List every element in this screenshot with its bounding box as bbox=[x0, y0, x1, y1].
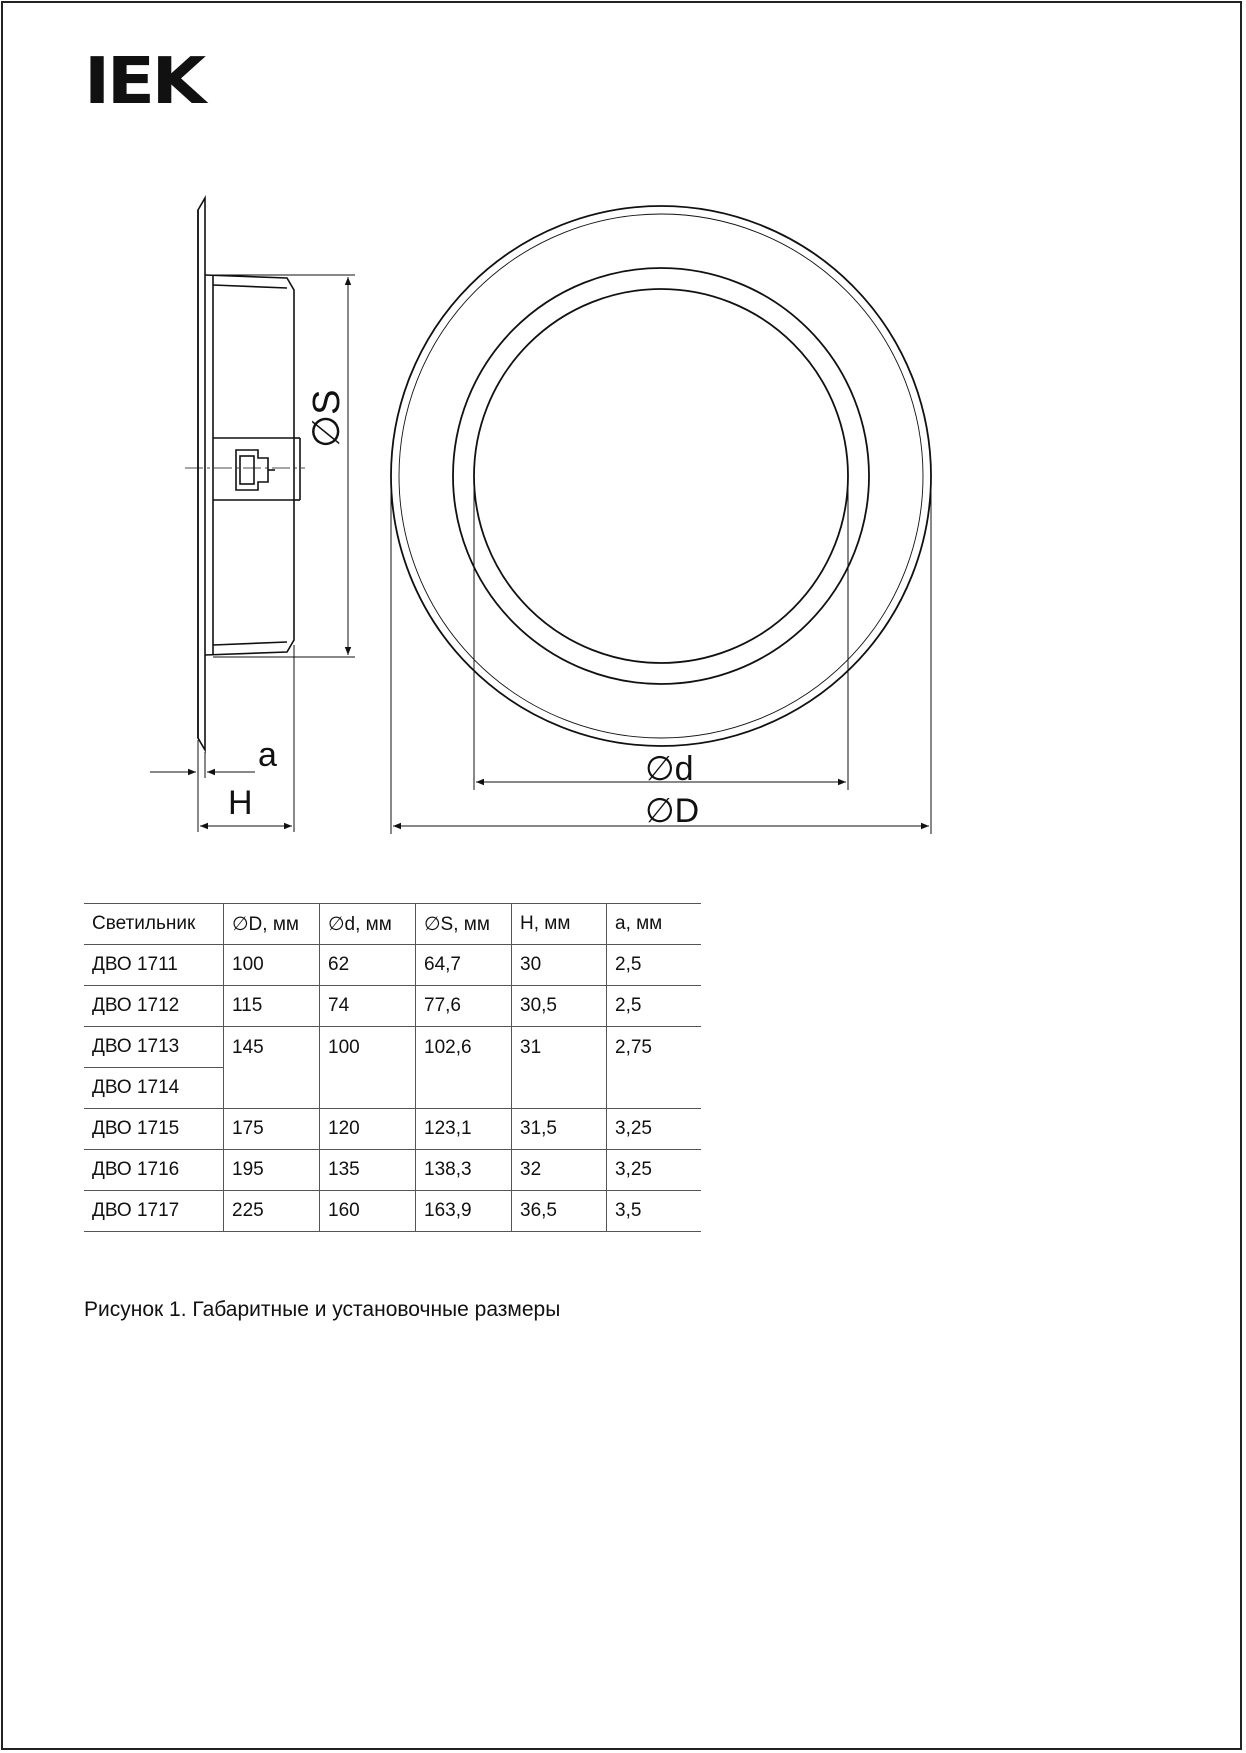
table-header-row bbox=[84, 904, 701, 945]
label-diameter-S: ∅S bbox=[306, 389, 348, 448]
table-row bbox=[84, 1027, 701, 1068]
dimensions-table bbox=[84, 903, 701, 1232]
figure-caption: Рисунок 1. Габаритные и установочные размеры bbox=[84, 1298, 561, 1321]
table-cell: 195 bbox=[224, 1150, 320, 1191]
table-cell: 30,5 bbox=[512, 986, 607, 1027]
table-cell: 77,6 bbox=[416, 986, 512, 1027]
table-cell: 2,75 bbox=[607, 1027, 702, 1109]
table-row bbox=[84, 1150, 701, 1191]
side-view bbox=[198, 198, 300, 750]
table-cell: 175 bbox=[224, 1109, 320, 1150]
label-a: a bbox=[258, 736, 277, 774]
label-diameter-d: ∅d bbox=[645, 750, 694, 788]
table-cell: 100 bbox=[224, 945, 320, 986]
table-cell: 32 bbox=[512, 1150, 607, 1191]
table-cell: 31 bbox=[512, 1027, 607, 1109]
table-cell: 2,5 bbox=[607, 945, 702, 986]
table-cell: 163,9 bbox=[416, 1191, 512, 1232]
table-cell: 62 bbox=[320, 945, 416, 986]
table-cell: 30 bbox=[512, 945, 607, 986]
table-cell: 31,5 bbox=[512, 1109, 607, 1150]
table-cell: ДВО 1713 bbox=[84, 1027, 224, 1068]
table-cell: 3,25 bbox=[607, 1150, 702, 1191]
header-cell: Светильник bbox=[84, 904, 224, 945]
table-cell: ДВО 1715 bbox=[84, 1109, 224, 1150]
table-cell: ДВО 1716 bbox=[84, 1150, 224, 1191]
header-cell: a, мм bbox=[607, 904, 702, 945]
table-cell: ДВО 1711 bbox=[84, 945, 224, 986]
table-row bbox=[84, 945, 701, 986]
table-cell: 3,25 bbox=[607, 1109, 702, 1150]
table-cell: 160 bbox=[320, 1191, 416, 1232]
table-cell: 225 bbox=[224, 1191, 320, 1232]
table-cell: ДВО 1717 bbox=[84, 1191, 224, 1232]
table-cell: 100 bbox=[320, 1027, 416, 1109]
table-row bbox=[84, 1109, 701, 1150]
table-cell: 3,5 bbox=[607, 1191, 702, 1232]
table-cell: ДВО 1712 bbox=[84, 986, 224, 1027]
table-cell: 102,6 bbox=[416, 1027, 512, 1109]
table-cell: 145 bbox=[224, 1027, 320, 1109]
header-cell: ∅D, мм bbox=[224, 904, 320, 945]
dim-S bbox=[213, 275, 355, 657]
table-row bbox=[84, 986, 701, 1027]
table-cell: 123,1 bbox=[416, 1109, 512, 1150]
table-cell: ДВО 1714 bbox=[84, 1068, 224, 1109]
header-cell: H, мм bbox=[512, 904, 607, 945]
header-cell: ∅d, мм bbox=[320, 904, 416, 945]
table-cell: 64,7 bbox=[416, 945, 512, 986]
table-cell: 135 bbox=[320, 1150, 416, 1191]
table-cell: 120 bbox=[320, 1109, 416, 1150]
table-cell: 138,3 bbox=[416, 1150, 512, 1191]
header-cell: ∅S, мм bbox=[416, 904, 512, 945]
iek-logo: IEK bbox=[84, 45, 203, 119]
label-H: H bbox=[228, 784, 253, 822]
table-cell: 2,5 bbox=[607, 986, 702, 1027]
label-diameter-D: ∅D bbox=[645, 792, 700, 830]
table-row bbox=[84, 1191, 701, 1232]
table-cell: 74 bbox=[320, 986, 416, 1027]
table-cell: 36,5 bbox=[512, 1191, 607, 1232]
front-view bbox=[391, 206, 931, 746]
table-cell: 115 bbox=[224, 986, 320, 1027]
